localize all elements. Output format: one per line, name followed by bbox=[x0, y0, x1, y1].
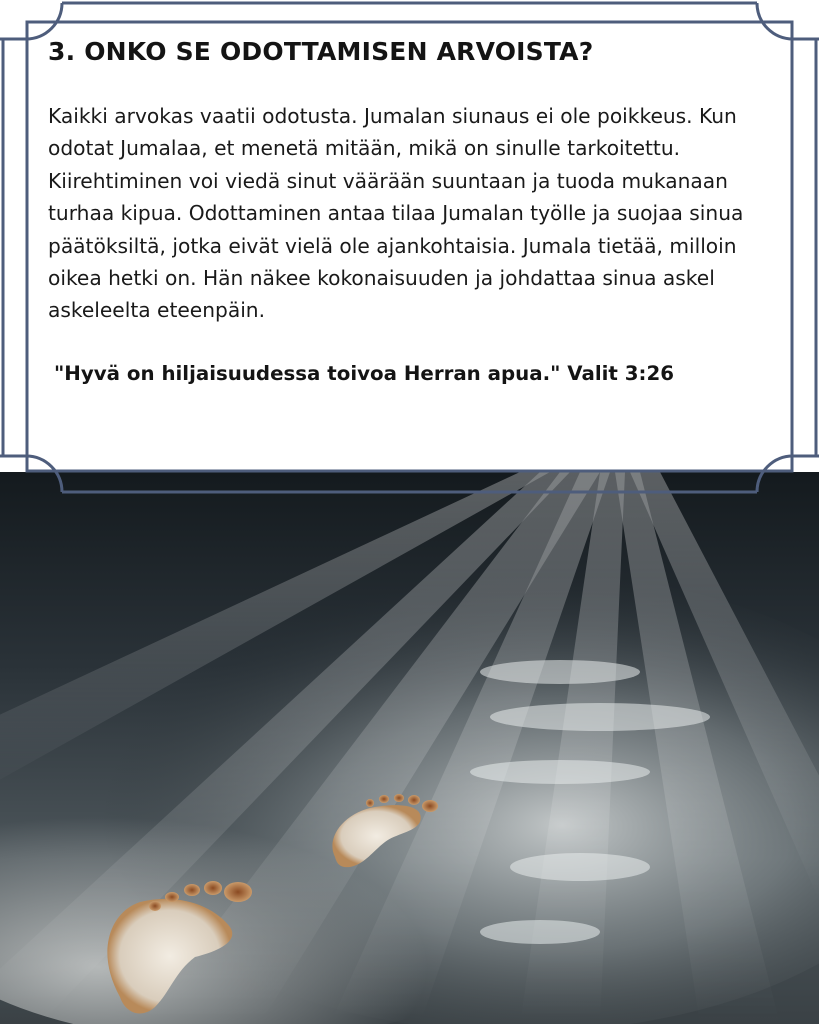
section-heading: 3. ONKO SE ODOTTAMISEN ARVOISTA? bbox=[48, 37, 594, 66]
footprints-light-photo bbox=[0, 472, 819, 1024]
body-paragraph: Kaikki arvokas vaatii odotusta. Jumalan siunaus ei ole poikkeus. Kun odotat Jumalaa, et menetä mitään, mikä on sinulle tarkoitettu. Kiirehtiminen voi viedä sinut väärään suuntaan ja tuoda mukanaan turhaa kipua. Odottaminen antaa tilaa Jumalan työlle ja suojaa sinua päätöksiltä, jotka eivät vielä ole ajankohtaisia. Jumala tietää, milloin oikea hetki on. Hän näkee kokonaisuuden ja johdattaa sinua askel askeleelta eteenpäin. bbox=[48, 104, 744, 323]
bible-quote: "Hyvä on hiljaisuudessa toivoa Herran apua." Valit 3:26 bbox=[54, 362, 674, 385]
